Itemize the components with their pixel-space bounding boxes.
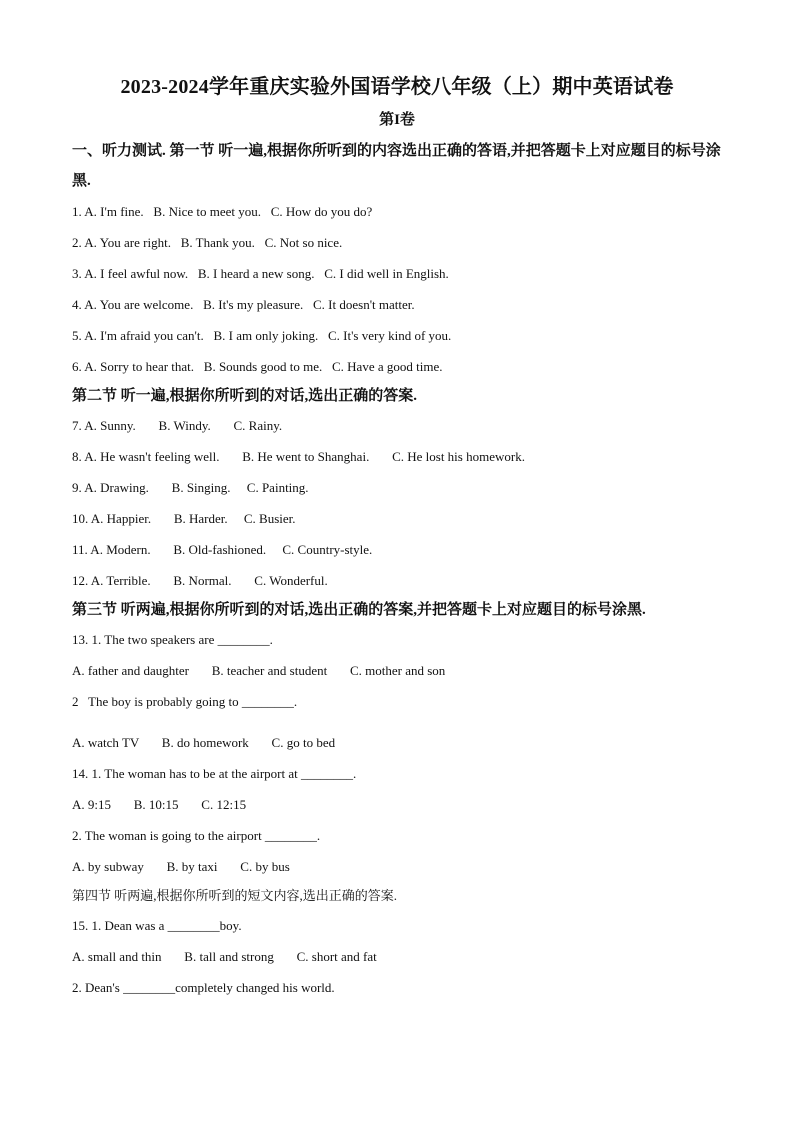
question-15-2: 2. Dean's ________completely changed his world. (72, 980, 335, 995)
question-1: 1. A. I'm fine. B. Nice to meet you. C. How do you do? (72, 204, 373, 219)
question-13-2: 2 The boy is probably going to ________. (72, 694, 298, 709)
exam-content (72, 136, 727, 1003)
volume-label: 第I卷 (379, 112, 415, 128)
question-14-1: 14. 1. The woman has to be at the airport at ________. (72, 766, 357, 781)
question-13-1-options: A. father and daughter B. teacher and student C. mother and son (72, 663, 446, 678)
question-14-2: 2. The woman is going to the airport ________. (72, 828, 321, 843)
question-10: 10. A. Happier. B. Harder. C. Busier. (72, 511, 296, 526)
question-15-1-options: A. small and thin B. tall and strong C. short and fat (72, 949, 377, 964)
section2-heading: 第二节 听一遍,根据你所听到的对话,选出正确的答案. (72, 388, 418, 404)
exam-title: 2023-2024学年重庆实验外国语学校八年级（上）期中英语试卷 (120, 76, 674, 98)
question-13-1: 13. 1. The two speakers are ________. (72, 632, 273, 647)
question-8: 8. A. He wasn't feeling well. B. He went to Shanghai. C. He lost his homework. (72, 449, 525, 464)
section4-heading: 第四节 听两遍,根据你所听到的短文内容,选出正确的答案. (72, 888, 398, 903)
question-2: 2. A. You are right. B. Thank you. C. Not so nice. (72, 235, 343, 250)
spacer (72, 717, 727, 727)
question-6: 6. A. Sorry to hear that. B. Sounds good to me. C. Have a good time. (72, 359, 443, 374)
question-12: 12. A. Terrible. B. Normal. C. Wonderful. (72, 573, 328, 588)
question-14-1-options: A. 9:15 B. 10:15 C. 12:15 (72, 797, 247, 812)
section2-questions (72, 410, 727, 596)
question-9: 9. A. Drawing. B. Singing. C. Painting. (72, 480, 309, 495)
question-13-2-options: A. watch TV B. do homework C. go to bed (72, 735, 336, 750)
section1-questions (72, 196, 727, 382)
section3-heading: 第三节 听两遍,根据你所听到的对话,选出正确的答案,并把答题卡上对应题目的标号涂黑. (72, 602, 646, 618)
section4-lines (72, 910, 727, 1003)
section1-heading: 一、听力测试. 第一节 听一遍,根据你所听到的内容选出正确的答语,并把答题卡上对应题目的标号涂黑. (72, 143, 721, 189)
question-4: 4. A. You are welcome. B. It's my pleasure. C. It doesn't matter. (72, 297, 415, 312)
question-14-2-options: A. by subway B. by taxi C. by bus (72, 859, 290, 874)
question-11: 11. A. Modern. B. Old-fashioned. C. Country-style. (72, 542, 373, 557)
section3-lines (72, 624, 727, 882)
question-5: 5. A. I'm afraid you can't. B. I am only joking. C. It's very kind of you. (72, 328, 452, 343)
question-7: 7. A. Sunny. B. Windy. C. Rainy. (72, 418, 283, 433)
question-15-1: 15. 1. Dean was a ________boy. (72, 918, 242, 933)
question-3: 3. A. I feel awful now. B. I heard a new song. C. I did well in English. (72, 266, 449, 281)
